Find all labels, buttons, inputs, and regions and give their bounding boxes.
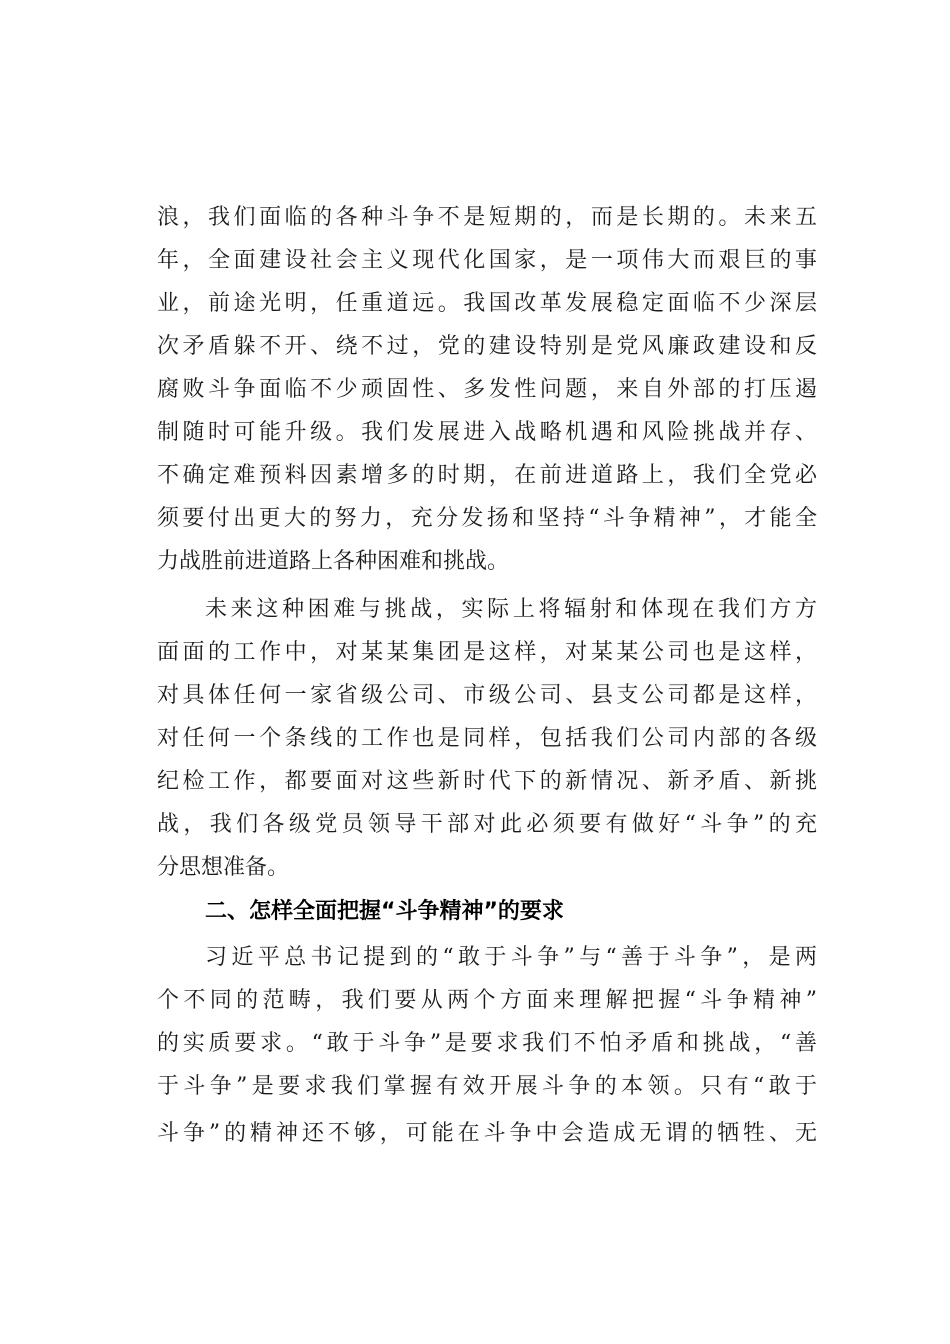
paragraph-line: 年，全面建设社会主义现代化国家，是一项伟大而艰巨的事 xyxy=(157,248,817,273)
paragraph-line: 习近平总书记提到的“敢于斗争”与“善于斗争”，是两 xyxy=(205,945,817,970)
paragraph-line: 纪检工作，都要面对这些新时代下的新情况、新矛盾、新挑 xyxy=(157,769,817,794)
paragraph-line: 腐败斗争面临不少顽固性、多发性问题，来自外部的打压遏 xyxy=(157,377,817,402)
paragraph-line: 斗争”的精神还不够，可能在斗争中会造成无谓的牺牲、无 xyxy=(157,1121,817,1146)
paragraph-line: 战，我们各级党员领导干部对此必须要有做好“斗争”的充 xyxy=(157,812,817,837)
paragraph-line: 不确定难预料因素增多的时期，在前进道路上，我们全党必 xyxy=(157,463,817,488)
paragraph-line: 业，前途光明，任重道远。我国改革发展稳定面临不少深层 xyxy=(157,291,817,316)
paragraph-line: 力战胜前进道路上各种困难和挑战。 xyxy=(157,549,510,574)
paragraph-line: 次矛盾躲不开、绕不过，党的建设特别是党风廉政建设和反 xyxy=(157,334,817,359)
paragraph-line: 须要付出更大的努力，充分发扬和坚持“斗争精神”，才能全 xyxy=(157,506,817,531)
paragraph-line: 个不同的范畴，我们要从两个方面来理解把握“斗争精神” xyxy=(157,988,817,1013)
paragraph-line: 对任何一个条线的工作也是同样，包括我们公司内部的各级 xyxy=(157,726,817,751)
paragraph-line: 的实质要求。“敢于斗争”是要求我们不怕矛盾和挑战，“善 xyxy=(157,1031,817,1056)
paragraph-line: 对具体任何一家省级公司、市级公司、县支公司都是这样， xyxy=(157,683,817,708)
paragraph-line: 制随时可能升级。我们发展进入战略机遇和风险挑战并存、 xyxy=(157,420,817,445)
paragraph-line: 分思想准备。 xyxy=(157,855,290,880)
paragraph-line: 面面的工作中，对某某集团是这样，对某某公司也是这样， xyxy=(157,640,817,665)
paragraph-line: 于斗争”是要求我们掌握有效开展斗争的本领。只有“敢于 xyxy=(157,1074,817,1099)
paragraph-line: 浪，我们面临的各种斗争不是短期的，而是长期的。未来五 xyxy=(157,205,817,230)
paragraph-line: 未来这种困难与挑战，实际上将辐射和体现在我们方方 xyxy=(205,597,817,622)
section-heading: 二、怎样全面把握“斗争精神”的要求 xyxy=(205,899,564,924)
